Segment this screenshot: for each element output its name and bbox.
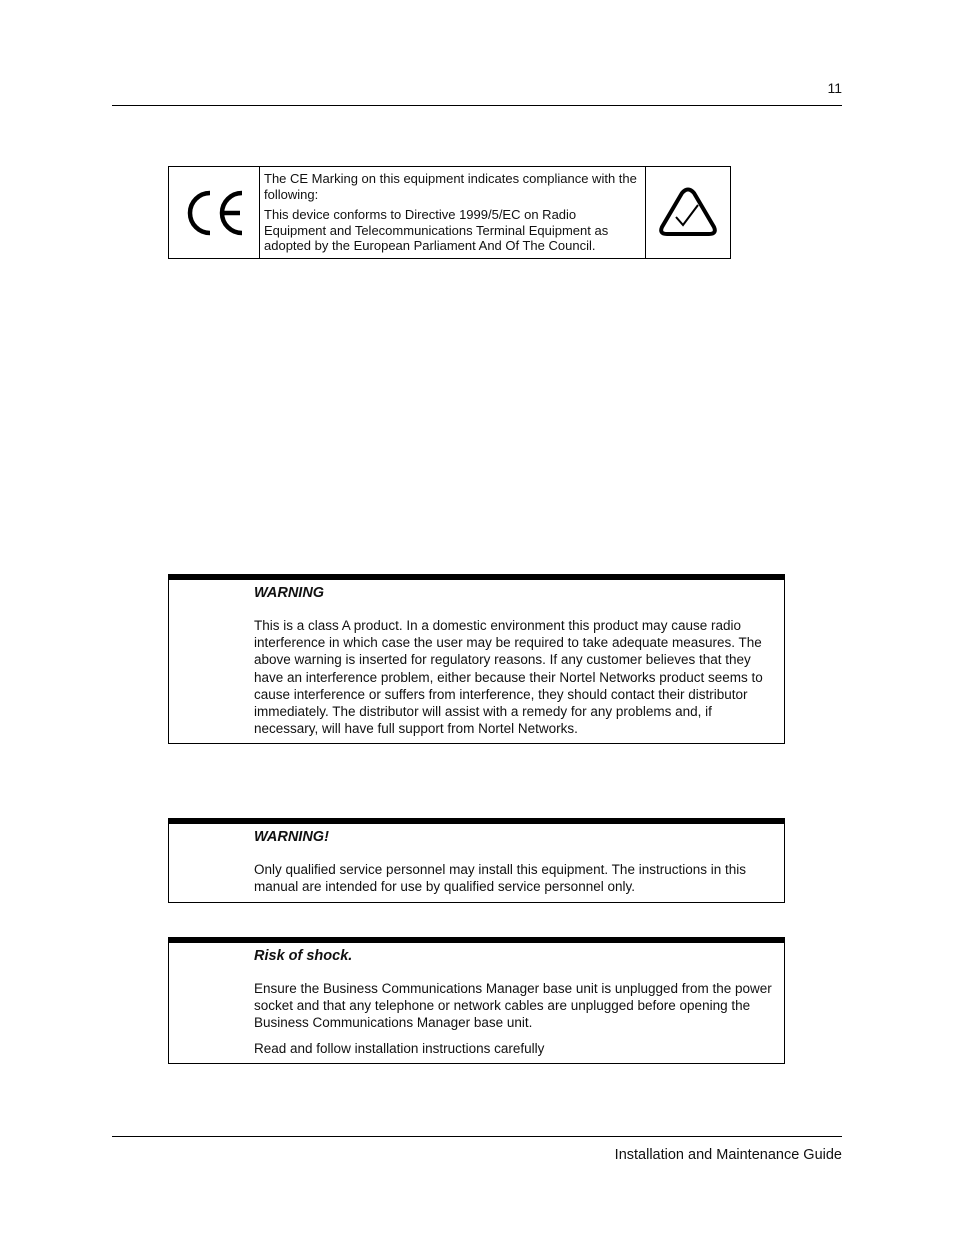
notice-paragraph: Read and follow installation instructions carefully xyxy=(254,1040,545,1056)
notice-title: WARNING xyxy=(254,585,325,601)
notice-body xyxy=(254,980,778,1065)
ce-compliance-table xyxy=(168,166,731,259)
warning-notice-class-a xyxy=(168,574,785,744)
notice-paragraph: Only qualified service personnel may install this equipment. The instructions in this manual are intended for use by qualified service personnel only. xyxy=(254,862,746,895)
ce-logo-icon xyxy=(182,188,246,238)
compliance-mark-cell xyxy=(646,167,730,258)
ce-paragraph-1: The CE Marking on this equipment indicates compliance with the following: xyxy=(264,171,637,202)
warning-notice-risk-of-shock xyxy=(168,937,785,1064)
notice-paragraph: Ensure the Business Communications Manager base unit is unplugged from the power socket and that any telephone or network cables are unplugged before opening the Business Communications Manager base unit. xyxy=(254,981,772,1031)
header-rule xyxy=(112,105,842,106)
notice-body xyxy=(254,861,778,903)
notice-title: Risk of shock. xyxy=(254,948,353,964)
ce-paragraph-2: This device conforms to Directive 1999/5/EC on Radio Equipment and Telecommunications Terminal Equipment as adopted by the European Parliament And Of The Council. xyxy=(264,207,609,253)
footer-rule xyxy=(112,1136,842,1137)
ce-text-cell xyxy=(260,167,646,258)
compliance-triangle-check-icon xyxy=(658,187,718,239)
warning-notice-qualified-personnel xyxy=(168,818,785,903)
page-number: 11 xyxy=(827,80,842,96)
ce-logo-cell xyxy=(169,167,260,258)
footer-document-title: Installation and Maintenance Guide xyxy=(614,1147,842,1163)
notice-body xyxy=(254,617,778,745)
notice-paragraph: This is a class A product. In a domestic environment this product may cause radio interference in which case the user may be required to take adequate measures. The above warning is inserted for regulatory reasons. If any customer believes that they have an interference problem, either because their Nortel Networks product seems to cause interference or suffers from interference, they should contact their distributor immediately. The distributor will assist with a remedy for any problems and, if necessary, will have full support from Nortel Networks. xyxy=(254,618,763,737)
notice-title: WARNING! xyxy=(254,829,329,845)
